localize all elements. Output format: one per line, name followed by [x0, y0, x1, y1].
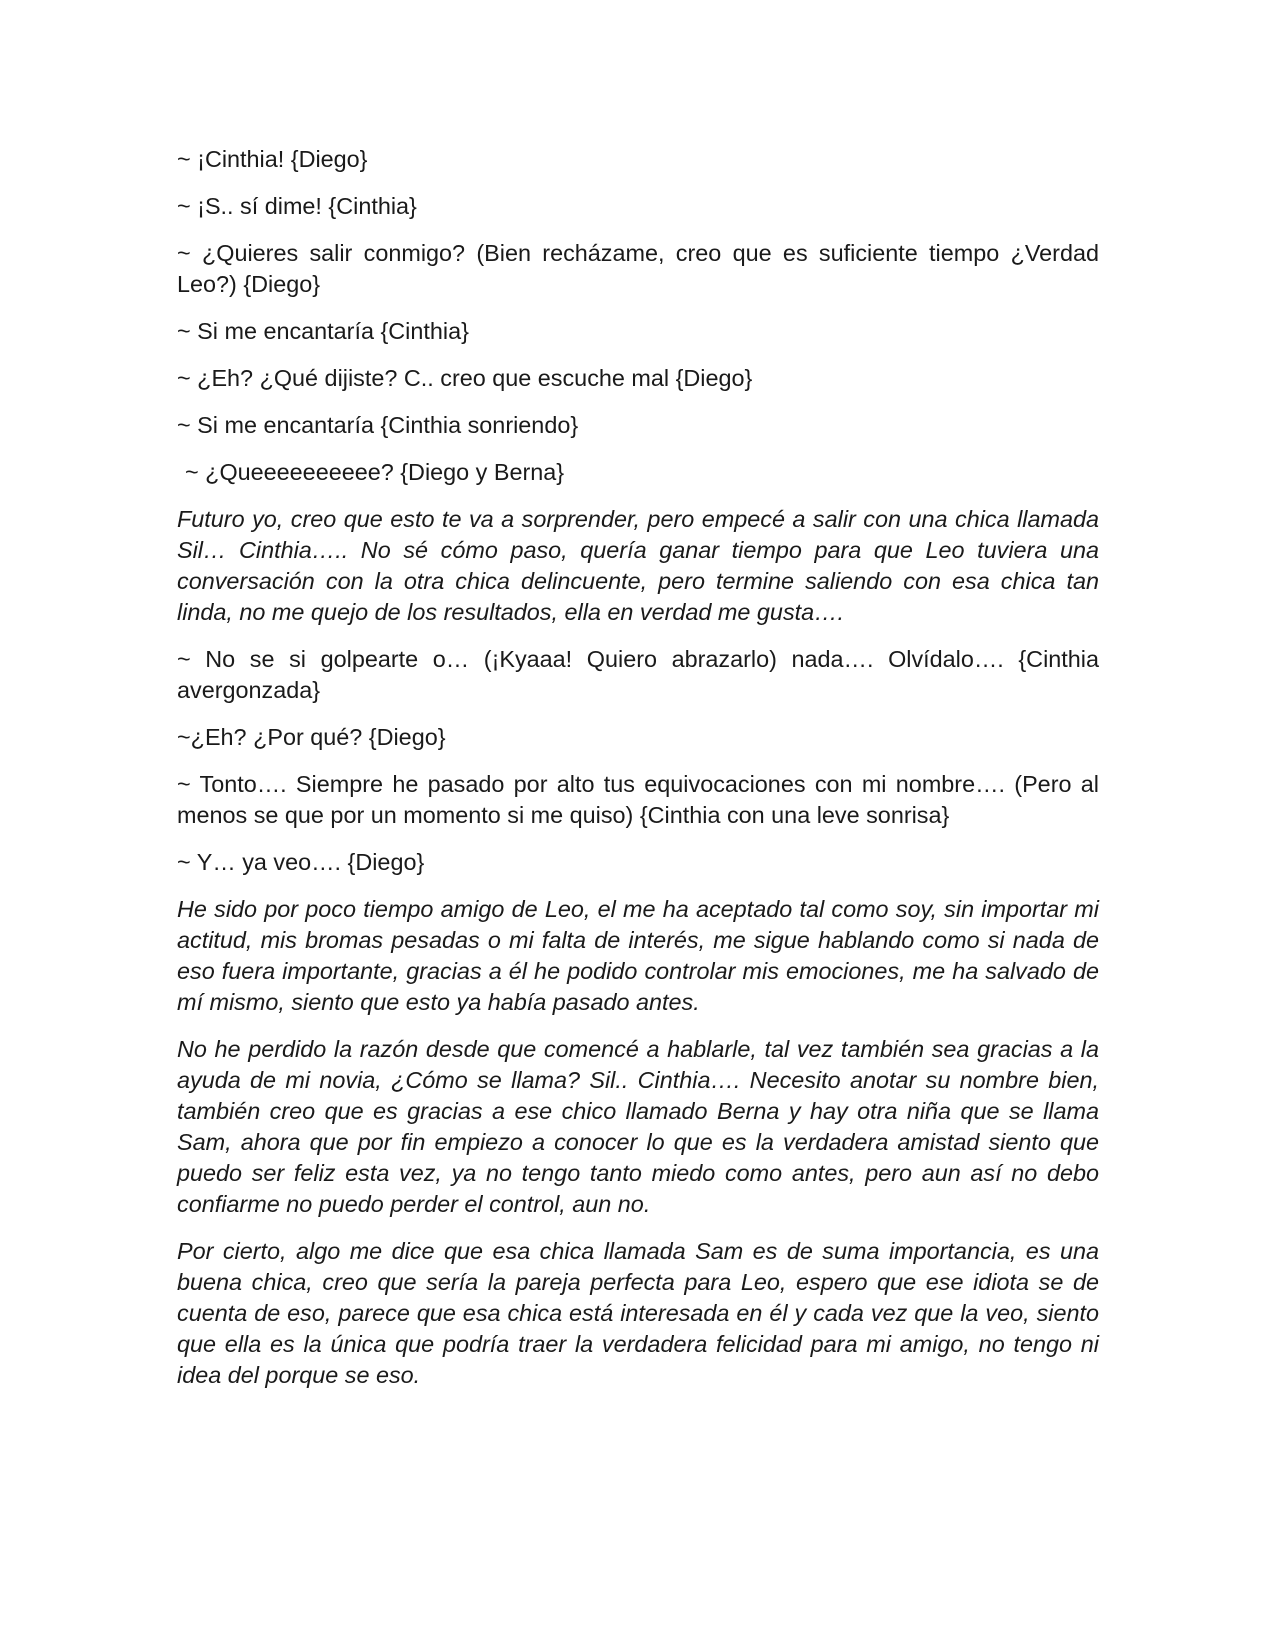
dialogue-line: ~ ¡S.. sí dime! {Cinthia} [177, 193, 417, 219]
narration-paragraph: He sido por poco tiempo amigo de Leo, el me ha aceptado tal como soy, sin importar mi actitud, mis bromas pesadas o mi falta de interés, me sigue hablando como si nada de eso fuera importante, gracias a él he podido controlar mis emociones, me ha salvado de mí mismo, siento que esto ya había pasado antes. [177, 896, 1099, 1015]
narration-paragraph: Futuro yo, creo que esto te va a sorprender, pero empecé a salir con una chica llamada Sil… Cinthia….. No sé cómo paso, quería ganar tiempo para que Leo tuviera una conversación con la otra chica delincuente, pero termine saliendo con esa chica tan linda, no me quejo de los resultados, ella en verdad me gusta…. [177, 506, 1099, 625]
narration-paragraph: No he perdido la razón desde que comencé a hablarle, tal vez también sea gracias a la ayuda de mi novia, ¿Cómo se llama? Sil.. Cinthia…. Necesito anotar su nombre bien, también creo que es gracias a ese chico llamado Berna y hay otra niña que se llama Sam, ahora que por fin empiezo a conocer lo que es la verdadera amistad siento que puedo ser feliz esta vez, ya no tengo tanto miedo como antes, pero aun así no debo confiarme no puedo perder el control, aun no. [177, 1036, 1099, 1217]
dialogue-line: ~ No se si golpearte o… (¡Kyaaa! Quiero abrazarlo) nada…. Olvídalo…. {Cinthia avergonzada} [177, 646, 1099, 703]
dialogue-line: ~ ¿Queeeeeeeeee? {Diego y Berna} [185, 459, 565, 485]
dialogue-line: ~ Y… ya veo…. {Diego} [177, 849, 425, 875]
dialogue-line: ~ Si me encantaría {Cinthia} [177, 318, 469, 344]
dialogue-line: ~ ¿Quieres salir conmigo? (Bien recházame, creo que es suficiente tiempo ¿Verdad Leo?) {Diego} [177, 240, 1099, 297]
dialogue-line: ~ ¿Eh? ¿Qué dijiste? C.. creo que escuche mal {Diego} [177, 365, 753, 391]
dialogue-line: ~ Tonto…. Siempre he pasado por alto tus equivocaciones con mi nombre…. (Pero al menos se que por un momento si me quiso) {Cinthia con una leve sonrisa} [177, 771, 1099, 828]
dialogue-line: ~ ¡Cinthia! {Diego} [177, 146, 368, 172]
narration-paragraph: Por cierto, algo me dice que esa chica llamada Sam es de suma importancia, es una buena chica, creo que sería la pareja perfecta para Leo, espero que ese idiota se de cuenta de eso, parece que esa chica está interesada en él y cada vez que la veo, siento que ella es la única que podría traer la verdadera felicidad para mi amigo, no tengo ni idea del porque se eso. [177, 1238, 1099, 1388]
dialogue-line: ~ Si me encantaría {Cinthia sonriendo} [177, 412, 579, 438]
dialogue-line: ~¿Eh? ¿Por qué? {Diego} [177, 724, 446, 750]
document-page [177, 144, 1099, 1407]
